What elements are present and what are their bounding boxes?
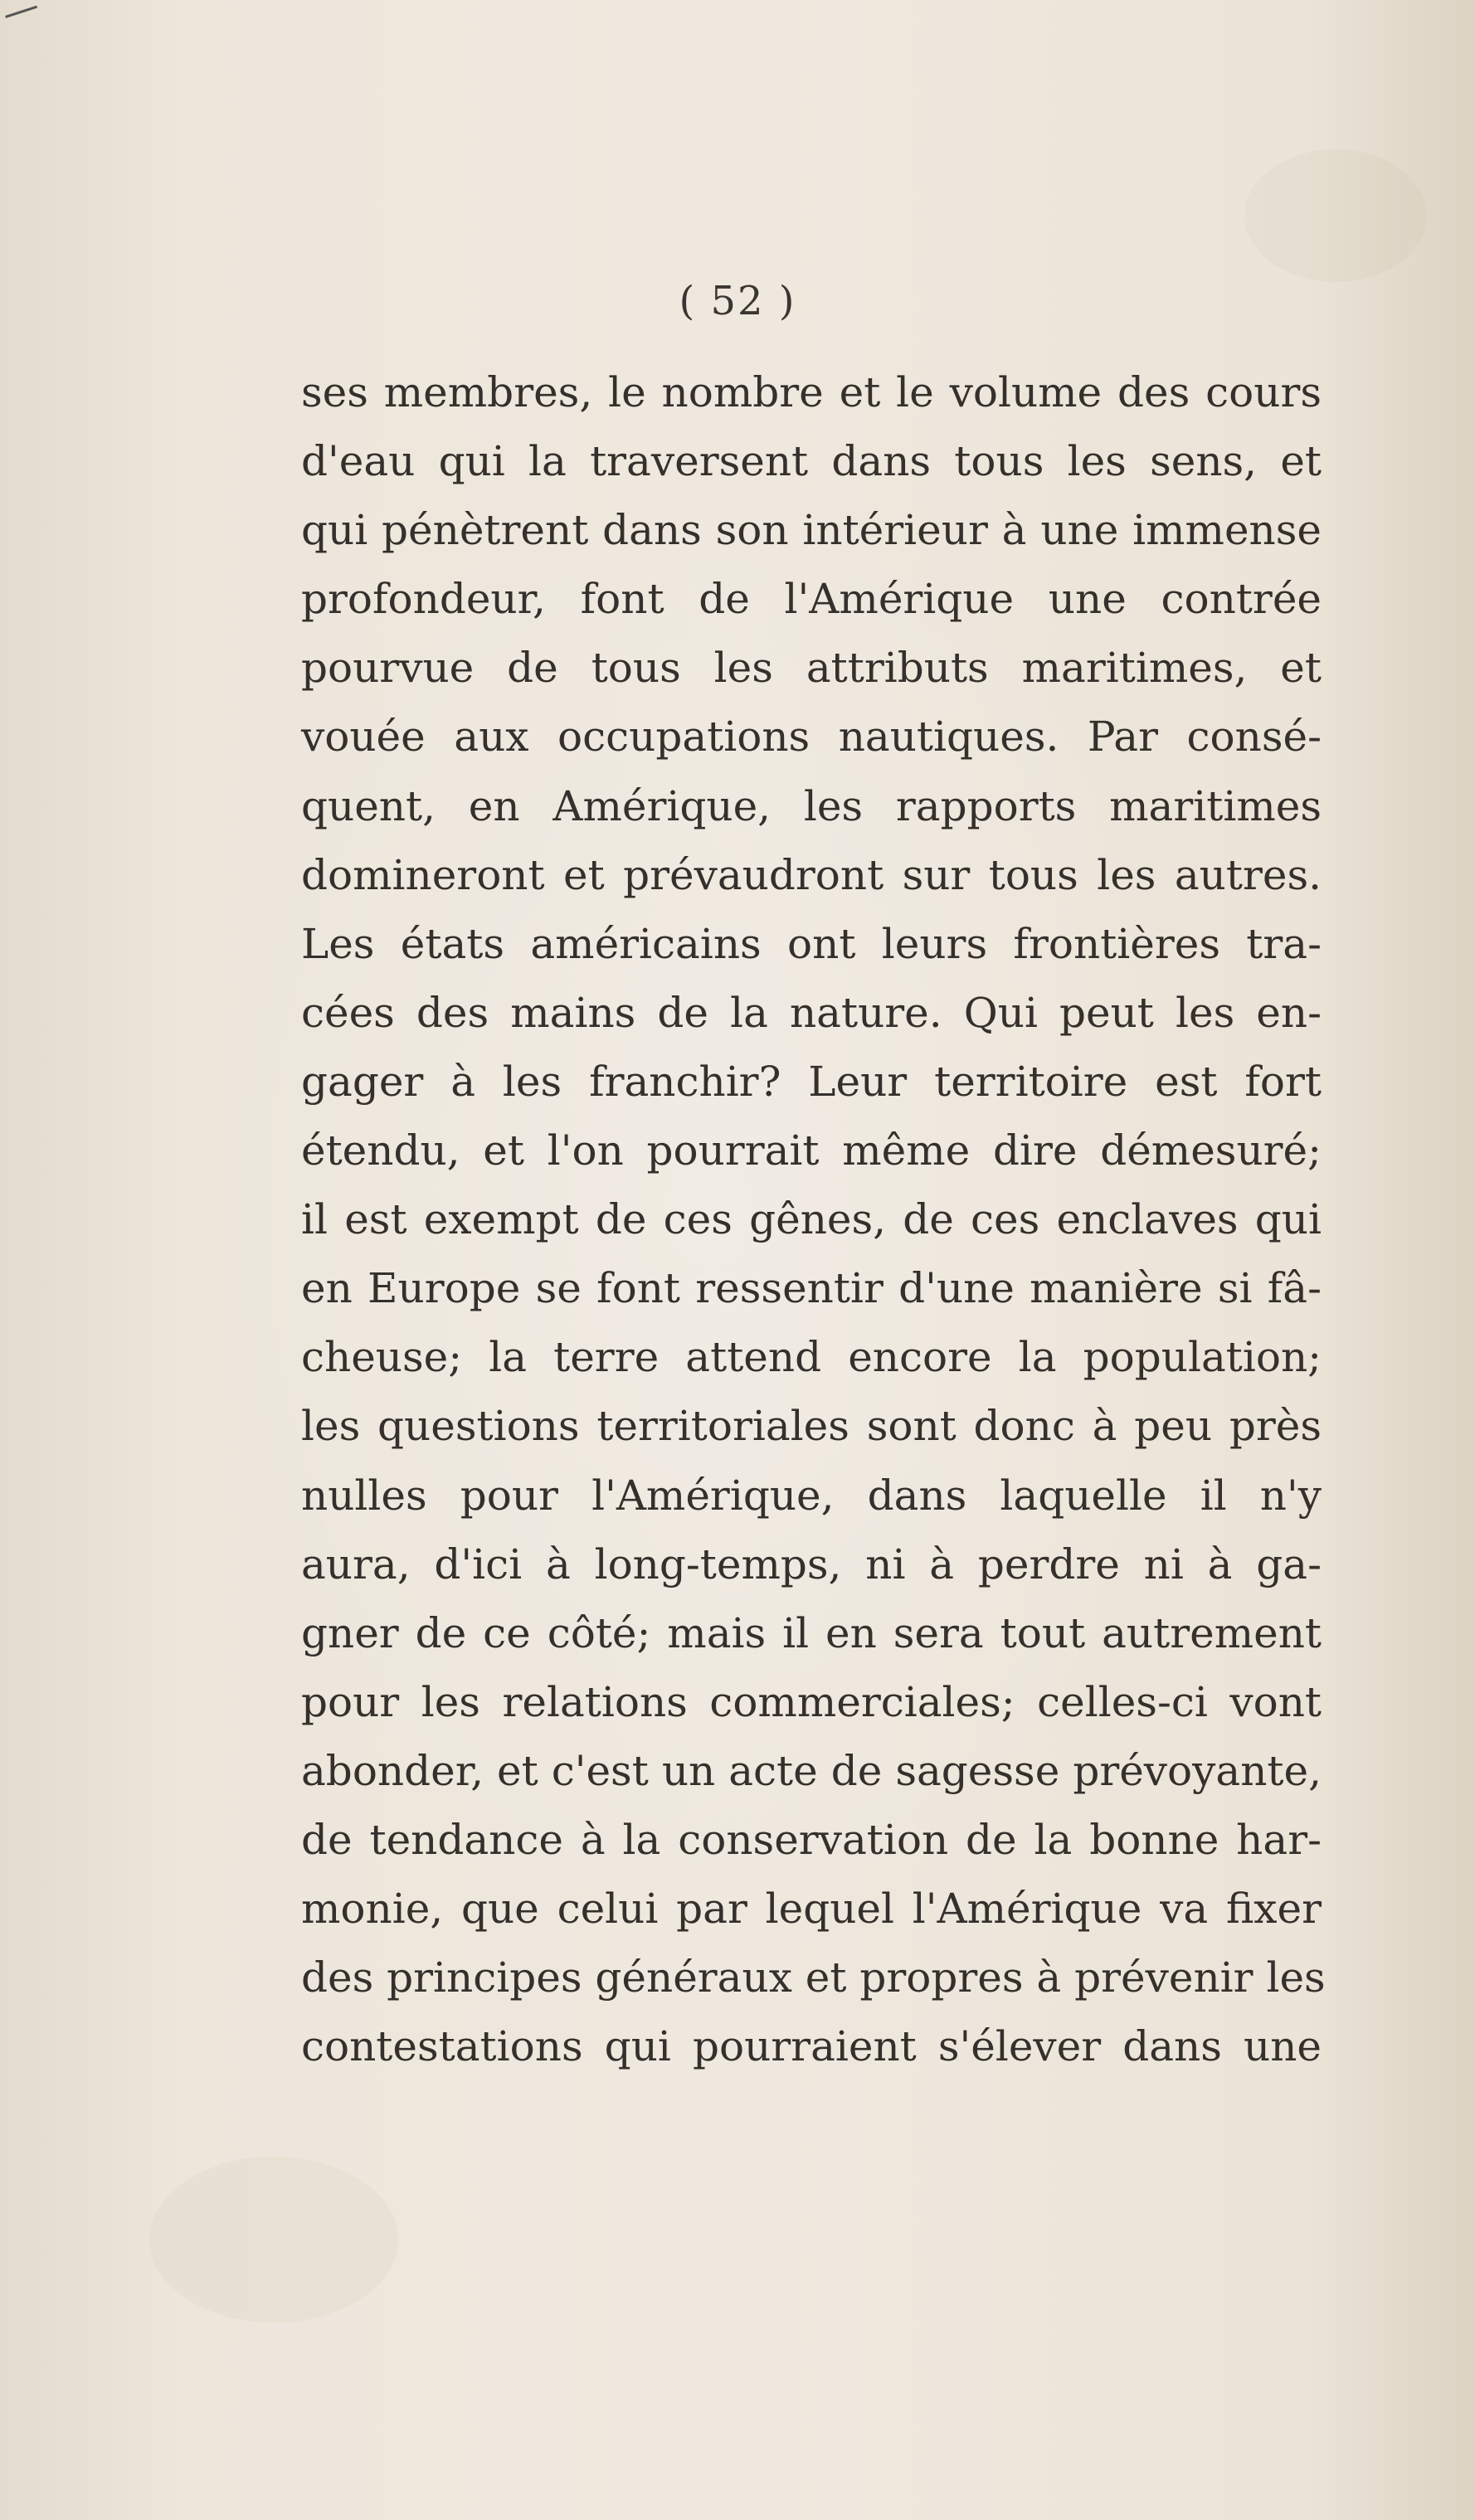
text-line: pour les relations commerciales; celles-ci vont xyxy=(301,1677,1322,1726)
body-text xyxy=(301,358,1326,2081)
text-line: aura, d'ici à long-temps, ni à perdre ni à ga- xyxy=(301,1540,1322,1588)
text-line: qui pénètrent dans son intérieur à une immense xyxy=(301,506,1322,555)
text-line: d'eau qui la traversent dans tous les sens, et xyxy=(301,437,1322,486)
text-line: cheuse; la terre attend encore la population; xyxy=(301,1333,1322,1382)
text-line: gager à les franchir? Leur territoire est fort xyxy=(301,1057,1322,1106)
paper-stain xyxy=(1244,149,1427,282)
text-line: des principes généraux et propres à prévenir les xyxy=(301,1953,1326,2002)
text-line: cées des mains de la nature. Qui peut les en- xyxy=(301,988,1322,1037)
text-line: gner de ce côté; mais il en sera tout autrement xyxy=(301,1608,1322,1657)
text-line: vouée aux occupations nautiques. Par consé- xyxy=(301,713,1322,761)
page-number: ( 52 ) xyxy=(679,278,796,324)
page-corner-fold xyxy=(0,0,37,18)
text-line: en Europe se font ressentir d'une manière si fâ- xyxy=(301,1264,1322,1313)
text-line: abonder, et c'est un acte de sagesse prévoyante, xyxy=(301,1746,1322,1795)
text-line: il est exempt de ces gênes, de ces enclaves qui xyxy=(301,1195,1322,1244)
text-line: quent, en Amérique, les rapports maritimes xyxy=(301,781,1322,830)
text-line: monie, que celui par lequel l'Amérique va fixer xyxy=(301,1885,1322,1934)
text-line: nulles pour l'Amérique, dans laquelle il n'y xyxy=(301,1471,1322,1520)
text-line: pourvue de tous les attributs maritimes, et xyxy=(301,644,1322,693)
text-line: ses membres, le nombre et le volume des cours xyxy=(301,368,1322,416)
paper-stain xyxy=(149,2157,398,2323)
text-line: de tendance à la conservation de la bonne har- xyxy=(301,1815,1322,1864)
text-line: profondeur, font de l'Amérique une contrée xyxy=(301,575,1322,624)
text-line: domineront et prévaudront sur tous les autres. xyxy=(301,850,1322,899)
text-line: contestations qui pourraient s'élever dans une xyxy=(301,2022,1322,2071)
text-line: Les états américains ont leurs frontières tra- xyxy=(301,919,1322,968)
text-line: étendu, et l'on pourrait même dire démesuré; xyxy=(301,1126,1322,1175)
text-line: les questions territoriales sont donc à peu près xyxy=(301,1402,1322,1451)
